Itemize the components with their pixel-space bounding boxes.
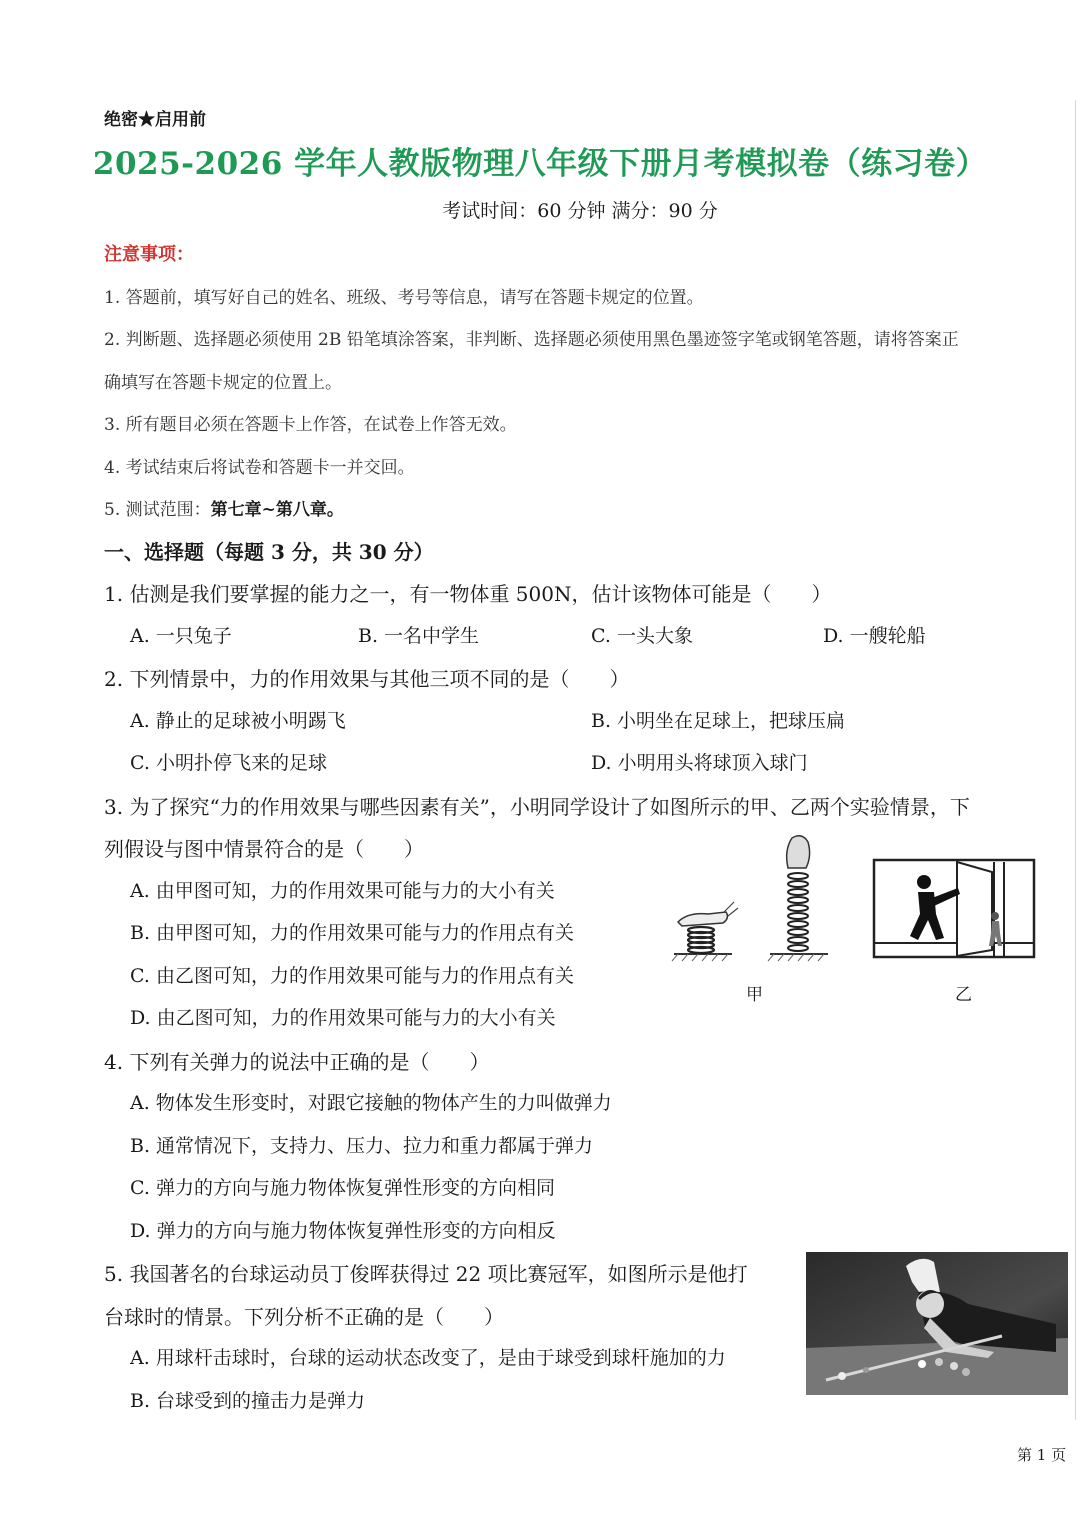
question-5-stem-cont: 台球时的情景。下列分析不正确的是（ ） [104, 1305, 504, 1329]
note-item: 4. 考试结束后将试卷和答题卡一并交回。 [104, 458, 415, 478]
q5-option-b: B. 台球受到的撞击力是弹力 [130, 1390, 366, 1412]
q4-option-d: D. 弹力的方向与施力物体恢复弹性形变的方向相反 [130, 1220, 556, 1242]
q1-option-a: A. 一只兔子 [130, 625, 232, 647]
figure-yi-label: 乙 [955, 985, 972, 1005]
q2-option-c: C. 小明扑停飞来的足球 [130, 752, 327, 774]
note-item: 2. 判断题、选择题必须使用 2B 铅笔填涂答案，非判断、选择题必须使用黑色墨迹签字笔或钢笔答题，请将答案正 [104, 330, 959, 350]
question-1-stem: 1. 估测是我们要掌握的能力之一，有一物体重 500N，估计该物体可能是（ ） [104, 582, 832, 606]
exam-info: 考试时间：60 分钟 满分：90 分 [442, 200, 718, 222]
question-5-stem: 5. 我国著名的台球运动员丁俊晖获得过 22 项比赛冠军，如图所示是他打 [104, 1262, 748, 1286]
q1-option-c: C. 一头大象 [591, 625, 693, 647]
question-3-stem: 3. 为了探究“力的作用效果与哪些因素有关”，小明同学设计了如图所示的甲、乙两个实验情景，下 [104, 795, 970, 819]
q5-option-a: A. 用球杆击球时，台球的运动状态改变了，是由于球受到球杆施加的力 [130, 1347, 726, 1369]
q3-option-d: D. 由乙图可知，力的作用效果可能与力的大小有关 [130, 1007, 556, 1029]
note-scope-label: 5. 测试范围： [104, 500, 211, 520]
q2-option-d: D. 小明用头将球顶入球门 [591, 752, 808, 774]
q1-option-d: D. 一艘轮船 [823, 625, 926, 647]
q3-option-a: A. 由甲图可知，力的作用效果可能与力的大小有关 [130, 880, 555, 902]
question-3-stem-cont: 列假设与图中情景符合的是（ ） [104, 837, 424, 861]
page-title: 2025-2026 学年人教版物理八年级下册月考模拟卷（练习卷） [92, 146, 988, 182]
note-item: 3. 所有题目必须在答题卡上作答，在试卷上作答无效。 [104, 415, 517, 435]
q2-option-a: A. 静止的足球被小明踢飞 [130, 710, 346, 732]
q4-option-c: C. 弹力的方向与施力物体恢复弹性形变的方向相同 [130, 1177, 555, 1199]
right-margin-line [1075, 100, 1076, 1420]
question-2-stem: 2. 下列情景中，力的作用效果与其他三项不同的是（ ） [104, 667, 630, 691]
q1-option-b: B. 一名中学生 [358, 625, 480, 647]
section-heading: 一、选择题（每题 3 分，共 30 分） [104, 540, 434, 564]
secret-label: 绝密★启用前 [104, 110, 206, 130]
note-scope-value: 第七章~第八章。 [210, 500, 344, 520]
question-4-stem: 4. 下列有关弹力的说法中正确的是（ ） [104, 1050, 490, 1074]
snooker-player-photo [806, 1252, 1068, 1395]
figure-yi-door [872, 858, 1036, 962]
q4-option-b: B. 通常情况下，支持力、压力、拉力和重力都属于弹力 [130, 1135, 594, 1157]
note-scope [104, 495, 344, 520]
note-item: 确填写在答题卡规定的位置上。 [104, 373, 342, 393]
q3-option-b: B. 由甲图可知，力的作用效果可能与力的作用点有关 [130, 922, 575, 944]
q2-option-b: B. 小明坐在足球上，把球压扁 [591, 710, 846, 732]
figure-jia-springs [668, 828, 838, 963]
q4-option-a: A. 物体发生形变时，对跟它接触的物体产生的力叫做弹力 [130, 1092, 612, 1114]
notes-heading: 注意事项： [104, 244, 194, 265]
page-number: 第 1 页 [1017, 1446, 1067, 1464]
note-item: 1. 答题前，填写好自己的姓名、班级、考号等信息，请写在答题卡规定的位置。 [104, 288, 704, 308]
figure-jia-label: 甲 [746, 985, 763, 1005]
q3-option-c: C. 由乙图可知，力的作用效果可能与力的作用点有关 [130, 965, 574, 987]
